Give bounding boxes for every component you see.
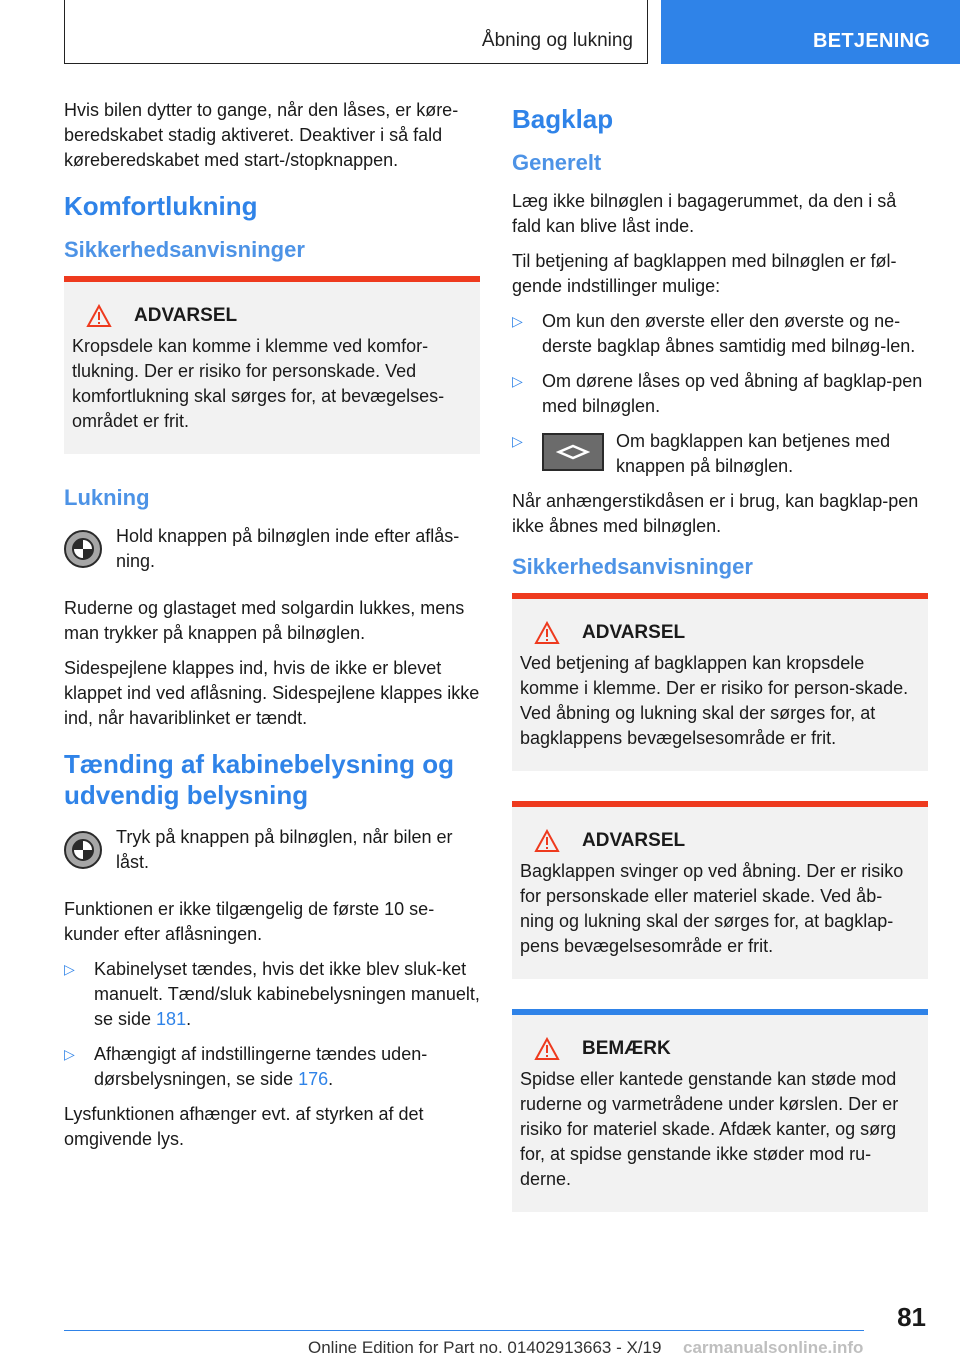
header-chapter-tab: [661, 0, 960, 64]
notice-text: Spidse eller kantede genstande kan støde mod ruderne og varmetrådene under kørslen. Der er risiko for materiel skade. Afdæk kanter, og sørg for, at spidse genstande ikke støder mod ru-derne.: [520, 1069, 899, 1189]
heading-komfortlukning: Komfortlukning: [64, 191, 258, 221]
paragraph-anhaenger: Når anhængerstikdåsen er i brug, kan bagklap-pen ikke åbnes med bilnøglen.: [512, 491, 919, 536]
heading-taending: Tænding af kabinebelysning og udvendig belysning: [64, 749, 455, 810]
paragraph-lysfunktion: Lysfunktionen afhænger evt. af styrken af det omgivende lys.: [64, 1104, 424, 1149]
warning-box-kropsdele: [512, 593, 928, 771]
car-key-icon: [64, 831, 102, 869]
triangle-bullet-icon: ▷: [512, 433, 523, 449]
warning-text: Ved betjening af bagklappen kan kropsdele komme i klemme. Der er risiko for person-skade. Ved åbning og lukning skal der sørges for, at bagklappens bevægelsesområde er frit.: [520, 653, 909, 748]
taending-text: Tryk på knappen på bilnøglen, når bilen er låst.: [116, 827, 453, 872]
triangle-bullet-icon: ▷: [64, 1046, 75, 1062]
warning-title: ADVARSEL: [134, 305, 238, 326]
page-link-176[interactable]: 176: [298, 1069, 329, 1089]
notice-triangle-icon: [534, 1037, 560, 1061]
triangle-bullet-icon: ▷: [512, 373, 523, 389]
page-number: 81: [897, 1302, 926, 1332]
right-column: [512, 98, 928, 1242]
heading-generelt: Generelt: [512, 150, 602, 175]
paragraph-sidespejle: Sidespejlene klappes ind, hvis de ikke er blevet klappet ind ved aflåsning. Sidespejlene klappes ikke ind, når havariblinket er tændt.: [64, 658, 480, 728]
warning-text: Kropsdele kan komme i klemme ved komfor-tlukning. Der er risiko for personskade. Ved komfortlukning skal sørges for, at bevægelses-området er frit.: [72, 336, 445, 431]
paragraph-funktion: Funktionen er ikke tilgængelig de første 10 se-kunder efter aflåsningen.: [64, 899, 435, 944]
footer-edition: Online Edition for Part no. 01402913663 - X/19: [308, 1338, 662, 1357]
warning-text: Bagklappen svinger op ved åbning. Der er risiko for personskade eller materiel skade. Ved åb-ning og lukning skal der sørges for, at bagklap-pens bevægelsesområde er frit.: [520, 861, 904, 956]
triangle-bullet-icon: ▷: [64, 961, 75, 977]
paragraph-indstillinger: Til betjening af bagklappen med bilnøglen er føl-gende indstillinger mulige:: [512, 251, 897, 296]
list-item: ▷ Afhængigt af indstillingerne tændes uden-dørsbelysningen, se side 176.: [64, 1044, 428, 1089]
heading-lukning: Lukning: [64, 485, 150, 510]
header-section-title: Åbning og lukning: [481, 30, 633, 51]
warning-triangle-icon: [534, 621, 560, 645]
list-item: ▷ Kabinelyset tændes, hvis det ikke blev sluk-ket manuelt. Tænd/sluk kabinebelysningen manuelt, se side 181.: [64, 959, 480, 1029]
list-item: ▷ Om bagklappen kan betjenes med knappen på bilnøglen.: [512, 431, 891, 476]
warning-triangle-icon: [86, 304, 112, 328]
intro-paragraph: Hvis bilen dytter to gange, når den låses, er køre-beredskabet stadig aktiveret. Deaktiver i så fald køreberedskabet med start-/stopknappen.: [64, 100, 459, 170]
notice-box-genstande: [512, 1009, 928, 1212]
watermark: carmanualsonline.info: [683, 1338, 864, 1357]
warning-title: ADVARSEL: [582, 622, 686, 643]
warning-box-komfort: [64, 276, 480, 454]
heading-sikkerhed-right: Sikkerhedsanvisninger: [512, 554, 753, 579]
heading-sikkerhed-left: Sikkerhedsanvisninger: [64, 237, 305, 262]
left-column: [64, 98, 480, 1162]
warning-triangle-icon: [534, 829, 560, 853]
bullet-list-left: [64, 957, 480, 1092]
footer-divider: [64, 1330, 864, 1331]
header-section-box: [64, 0, 648, 64]
list-item: ▷ Om dørene låses op ved åbning af bagklap-pen med bilnøglen.: [512, 371, 923, 416]
header-chapter-title: BETJENING: [813, 30, 931, 52]
paragraph-bilnoegle: Læg ikke bilnøglen i bagagerummet, da den i så fald kan blive låst inde.: [512, 191, 897, 236]
triangle-bullet-icon: ▷: [512, 313, 523, 329]
paragraph-ruder: Ruderne og glastaget med solgardin lukkes, mens man trykker på knappen på bilnøglen.: [64, 598, 465, 643]
lukning-text: Hold knappen på bilnøglen inde efter aflås-ning.: [116, 526, 460, 571]
car-key-icon: [64, 530, 102, 568]
warning-title: ADVARSEL: [582, 830, 686, 851]
heading-bagklap: Bagklap: [512, 104, 614, 134]
bullet-list-right: [512, 309, 928, 479]
notice-title: BEMÆRK: [582, 1038, 671, 1059]
warning-box-svinger: [512, 801, 928, 979]
tailgate-button-icon: [542, 433, 604, 471]
page-link-181[interactable]: 181: [156, 1009, 187, 1029]
list-item: ▷ Om kun den øverste eller den øverste og ne-derste bagklap åbnes samtidig med bilnøg-len.: [512, 311, 916, 356]
